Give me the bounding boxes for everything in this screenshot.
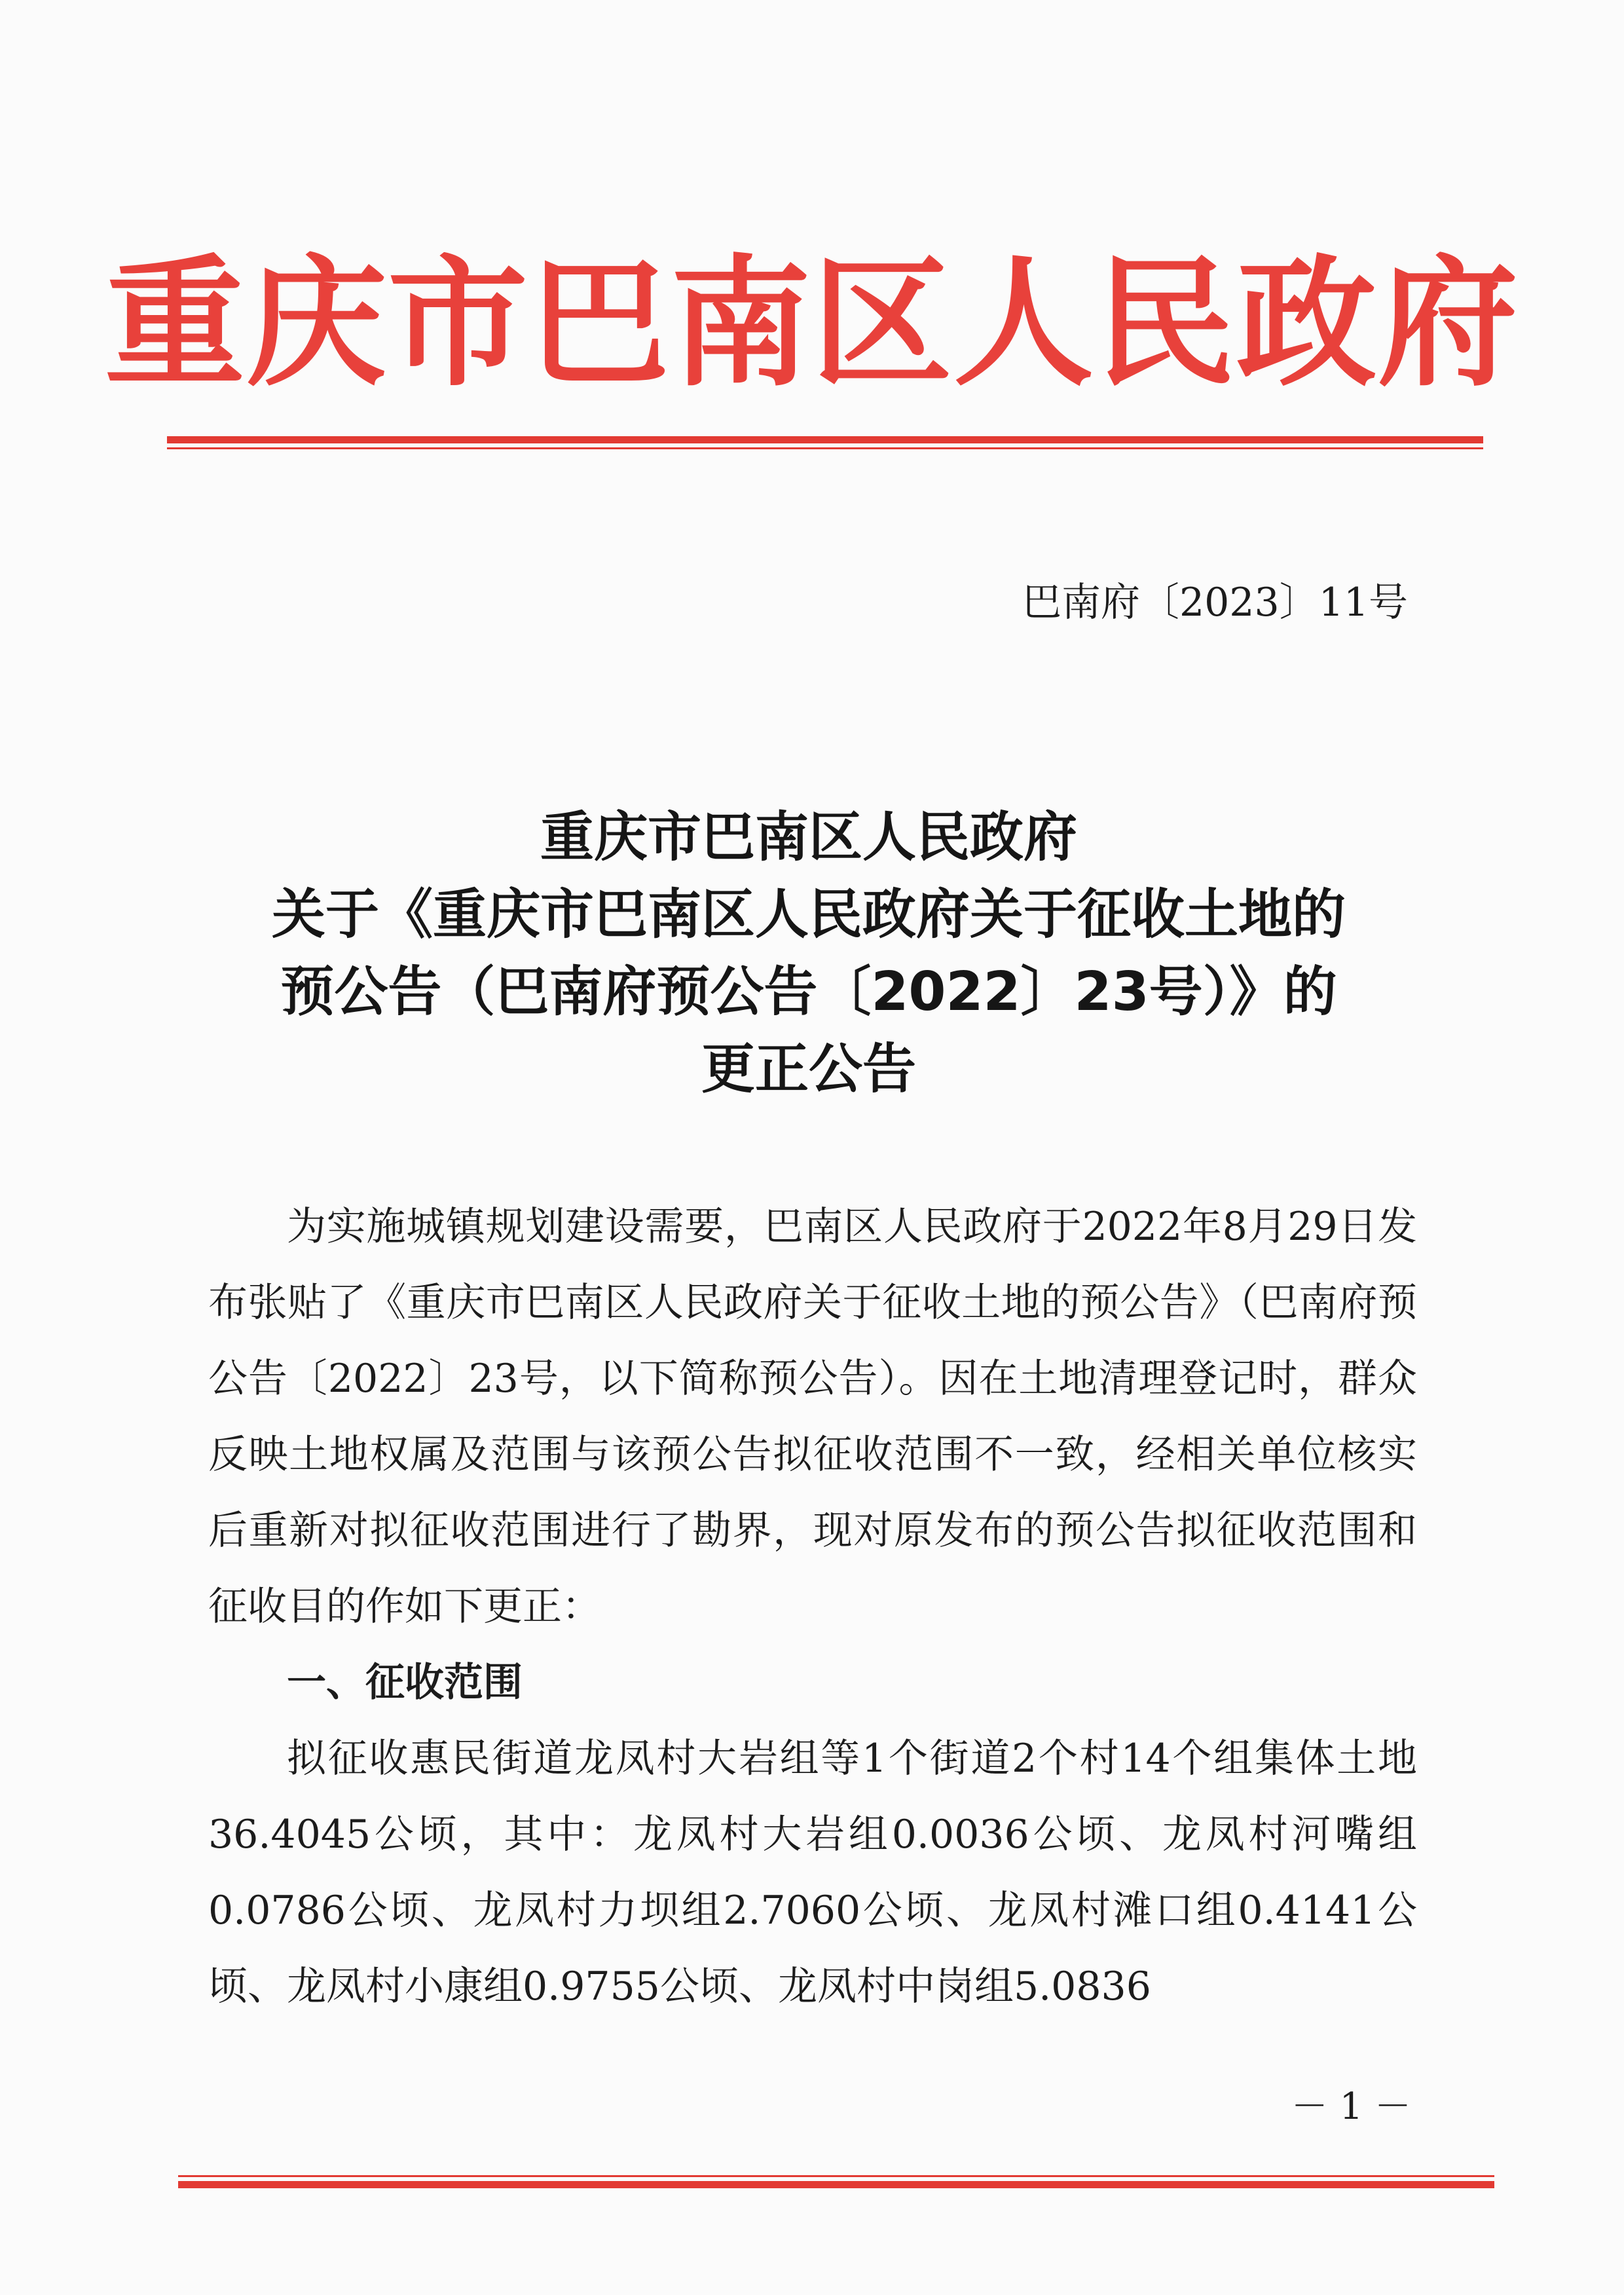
- title-line: 预公告（巴南府预公告〔2022〕23号）》的: [280, 961, 1337, 1023]
- document-body: [208, 1189, 1417, 2024]
- document-number: 巴南府〔2023〕11号: [1022, 580, 1408, 625]
- intro-paragraph: 为实施城镇规划建设需要，巴南区人民政府于2022年8月29日发布张贴了《重庆市巴南区人民政府关于征收土地的预公告》（巴南府预公告〔2022〕23号，以下简称预公告）。因在土地清理登记时，群众反映土地权属及范围与该预公告拟征收范围不一致，经相关单位核实后重新对拟征收范围进行了勘界，现对原发布的预公告拟征收范围和征收目的作如下更正：: [208, 1204, 1417, 1630]
- footer-red-rule: [178, 2175, 1494, 2188]
- scope-paragraph: 拟征收惠民街道龙凤村大岩组等1个街道2个村14个组集体土地36.4045公顷，其中：龙凤村大岩组0.0036公顷、龙凤村河嘴组0.0786公顷、龙凤村力坝组2.7060公顷、龙凤村滩口组0.4141公顷、龙凤村小康组0.9755公顷、龙凤村中岗组5.0836: [208, 1736, 1417, 2009]
- title-line: 更正公告: [701, 1038, 916, 1100]
- title-line: 关于《重庆市巴南区人民政府关于征收土地的: [271, 884, 1346, 946]
- masthead-title: 重庆市巴南区人民政府: [105, 242, 1519, 405]
- document-title: [190, 799, 1428, 1108]
- page-number: － 1 －: [1291, 2085, 1411, 2128]
- title-line: 重庆市巴南区人民政府: [540, 806, 1077, 868]
- section-heading-scope: 一、征收范围: [287, 1660, 523, 1706]
- masthead-red-rule: [167, 436, 1483, 449]
